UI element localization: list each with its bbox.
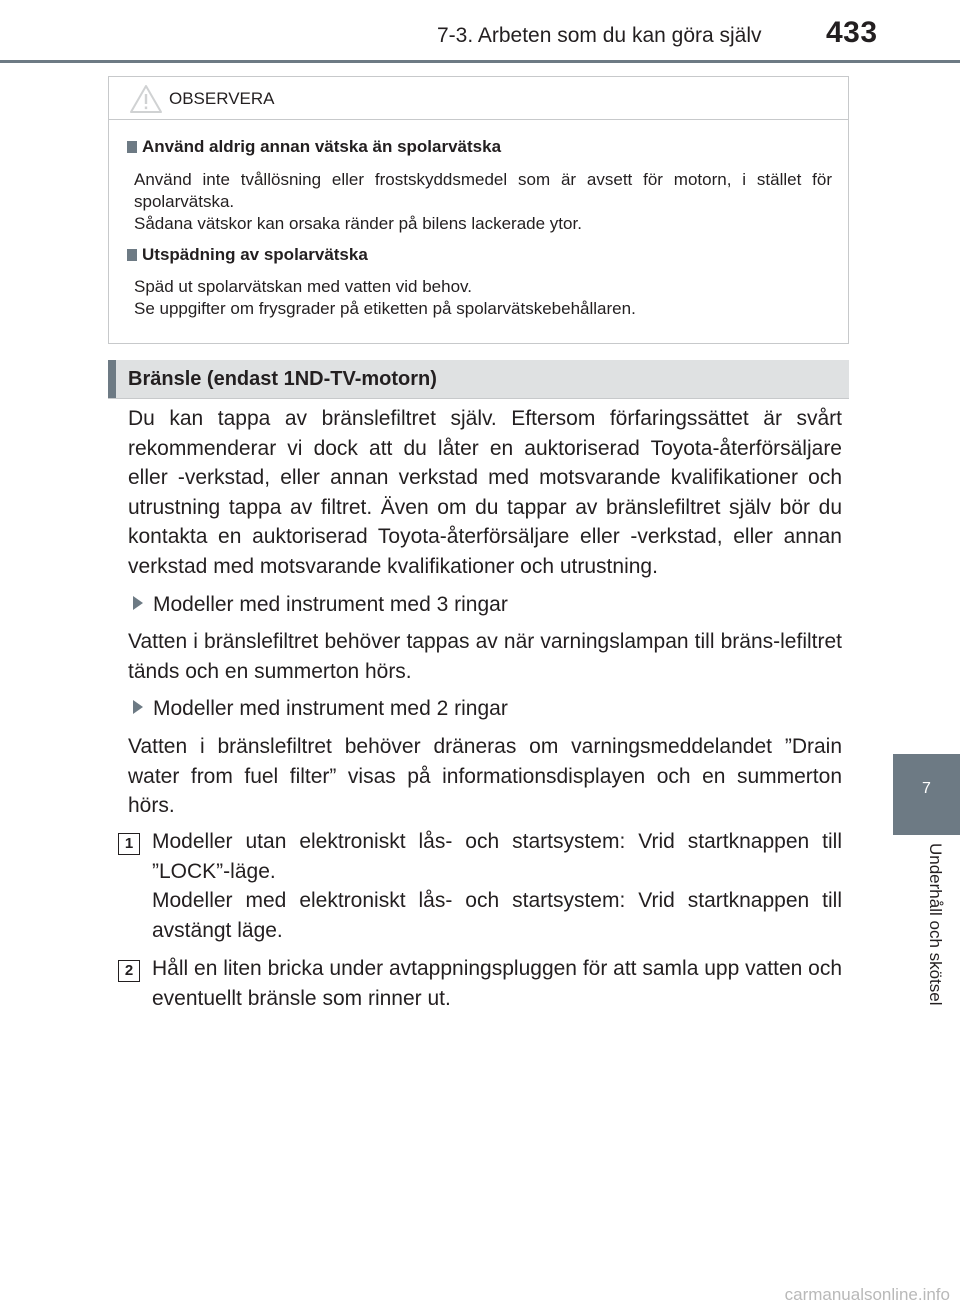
warning-triangle-icon <box>129 84 163 114</box>
caution-header <box>109 77 848 120</box>
bullet-2-rings-paragraph: Vatten i bränslefiltret behöver dräneras om varningsmeddelandet ”Drain water from fuel filter” visas på informationsdisplayen och en summerton hörs. <box>128 735 842 817</box>
chapter-number: 7 <box>922 780 931 797</box>
step-number-1: 1 <box>118 833 140 855</box>
square-bullet-icon <box>127 141 137 153</box>
step-1-text-b: Modeller med elektroniskt lås- och startsystem: Vrid startknappen till avstängt läge. <box>152 889 842 942</box>
caution-text-2b: Se uppgifter om frysgrader på etiketten på spolarvätskebehållaren. <box>134 299 636 318</box>
caution-text-1a: Använd inte tvållösning eller frostskyddsmedel som är avsett för motorn, i stället för spolarvätska. <box>134 170 832 211</box>
watermark: carmanualsonline.info <box>784 1285 950 1304</box>
section-title: 7-3. Arbeten som du kan göra själv <box>437 24 762 47</box>
bullet-3-rings <box>133 591 508 619</box>
section-accent <box>108 360 116 398</box>
bullet-3-rings-paragraph: Vatten i bränslefiltret behöver tappas av när varningslampan till bräns-lefiltret tänds och en summerton hörs. <box>128 630 842 683</box>
chapter-label-text: Underhåll och skötsel <box>926 843 945 1006</box>
triangle-bullet-icon <box>133 596 143 610</box>
intro-paragraph: Du kan tappa av bränslefiltret själv. Eftersom förfaringssättet är svårt rekommenderar vi dock att du låter en auktoriserad Toyota-återförsäljare eller -verkstad, eller annan verkstad med motsvarande kvalifikationer och utrustning tappa av filtret. Även om du tappar av bränslefiltret själv bör du kontakta en auktoriserad Toyota-återförsäljare eller -verkstad, eller annan verkstad med motsvarande kvalifikationer och utrustning. <box>128 407 842 578</box>
step-1-text-a: Modeller utan elektroniskt lås- och startsystem: Vrid startknappen till ”LOCK”-läge. <box>152 830 842 883</box>
caution-heading-1 <box>127 137 501 157</box>
chapter-tab <box>893 754 960 835</box>
caution-heading-2 <box>127 245 368 265</box>
chapter-label <box>893 835 960 1045</box>
bullet-2-rings-text: Modeller med instrument med 2 ringar <box>153 697 508 720</box>
caution-text-1b: Sådana vätskor kan orsaka ränder på bilens lackerade ytor. <box>134 214 582 233</box>
page-number: 433 <box>826 16 878 49</box>
step-number-2: 2 <box>118 960 140 982</box>
section-heading: Bränsle (endast 1ND-TV-motorn) <box>128 368 437 390</box>
caution-heading-1-text: Använd aldrig annan vätska än spolarvätska <box>142 137 502 156</box>
bullet-2-rings <box>133 695 508 723</box>
step-2-text: Håll en liten bricka under avtappningspluggen för att samla upp vatten och eventuellt bränsle som rinner ut. <box>152 957 842 1010</box>
triangle-bullet-icon <box>133 700 143 714</box>
caution-box <box>108 76 849 344</box>
caution-text-2a: Späd ut spolarvätskan med vatten vid behov. <box>134 277 472 296</box>
header-rule <box>0 60 960 63</box>
bullet-3-rings-text: Modeller med instrument med 3 ringar <box>153 593 508 616</box>
square-bullet-icon <box>127 249 137 261</box>
caution-title: OBSERVERA <box>169 89 275 108</box>
caution-heading-2-text: Utspädning av spolarvätska <box>142 245 368 264</box>
section-heading-bar <box>108 360 849 399</box>
